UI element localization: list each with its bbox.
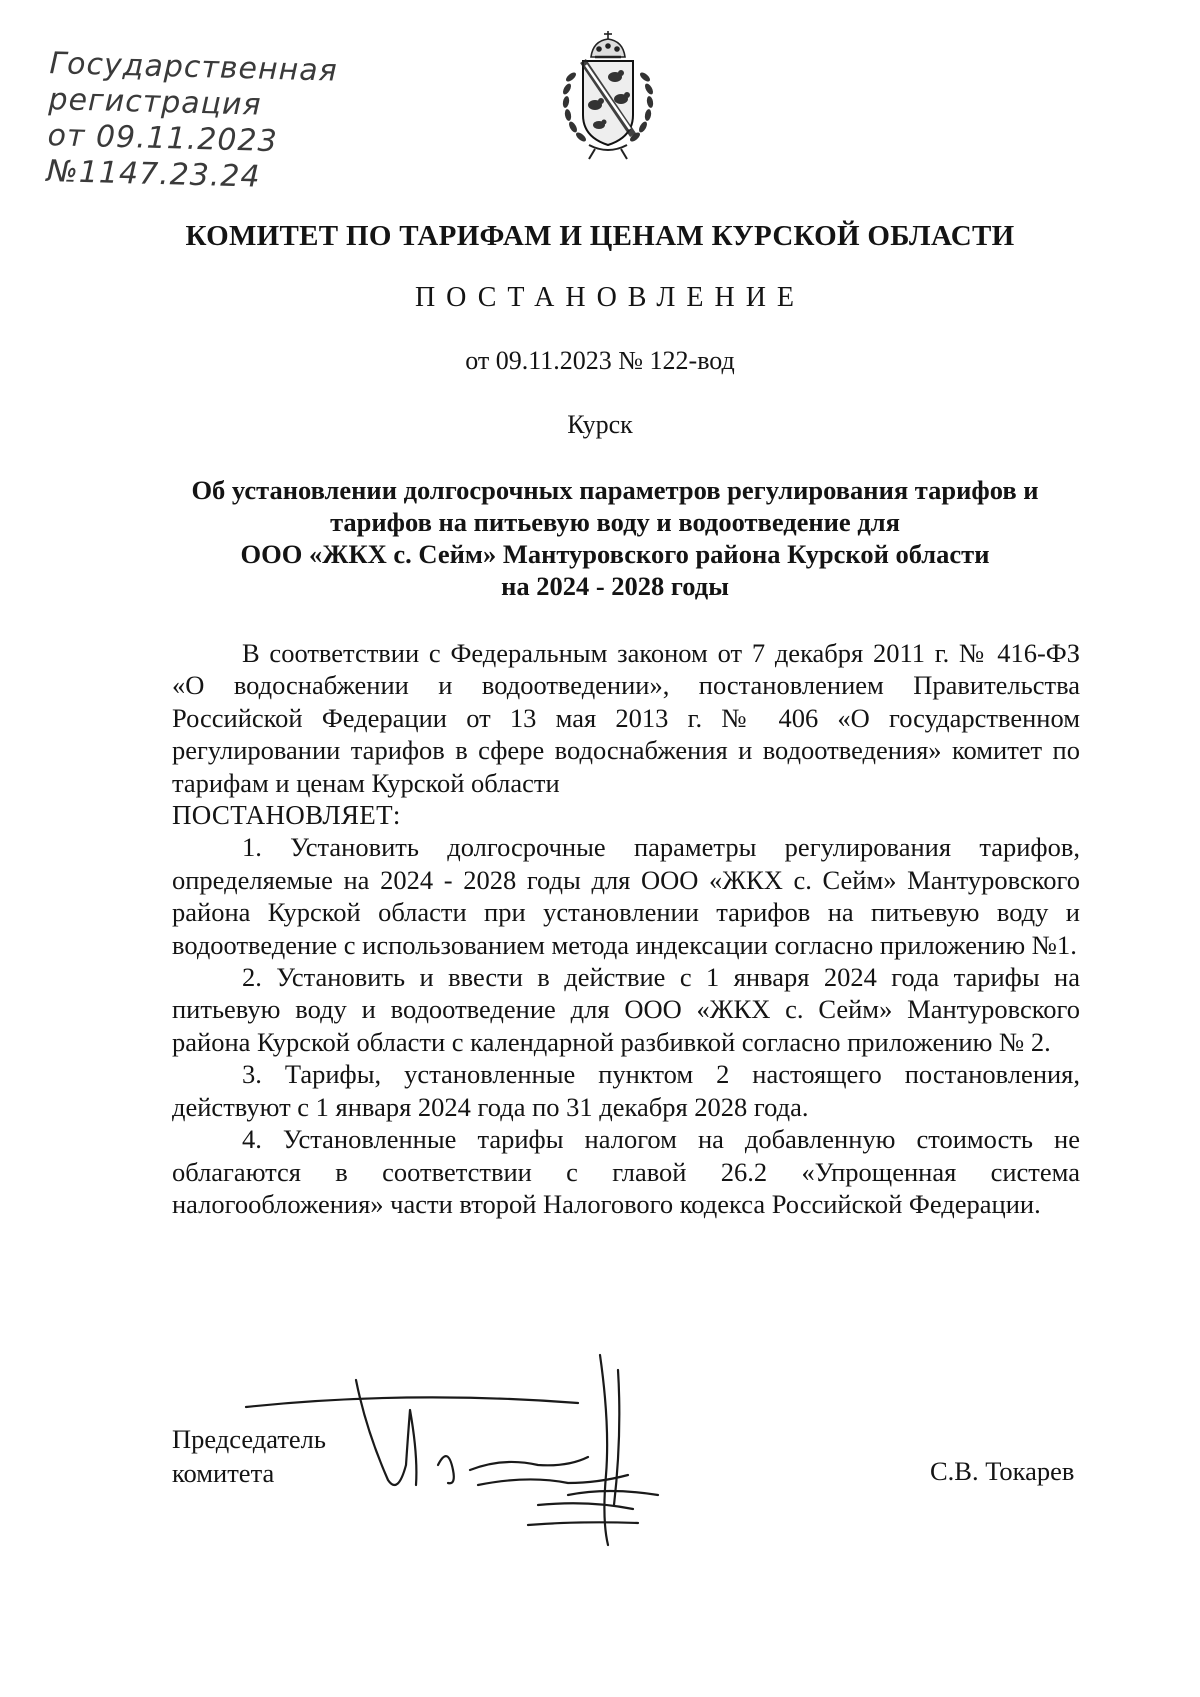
document-number: от 09.11.2023 № 122-вод	[465, 346, 735, 375]
signatory-position-line: комитета	[172, 1458, 275, 1488]
document-type: ПОСТАНОВЛЕНИЕ	[414, 282, 806, 313]
subject-line: Об установлении долгосрочных параметров регулирования тарифов и	[191, 475, 1039, 505]
kursk-coat-of-arms-icon	[553, 27, 663, 162]
preamble-paragraph: В соответствии с Федеральным законом от 7 декабря 2011 г. № 416-ФЗ «О водоснабжении и водоотведении», постановлением Правительства Российской Федерации от 13 мая 2013 г. № 406 «О государственном регулировании тарифов в сфере водоснабжения и водоотведения» комитет по тарифам и ценам Курской области	[172, 638, 1080, 798]
clause-3: 3. Тарифы, установленные пунктом 2 настоящего постановления, действуют с 1 января 2024 года по 31 декабря 2028 года.	[172, 1059, 1080, 1122]
subject-line: тарифов на питьевую воду и водоотведение для	[330, 507, 900, 537]
organization-title: КОМИТЕТ ПО ТАРИФАМ И ЦЕНАМ КУРСКОЙ ОБЛАСТИ	[185, 220, 1015, 252]
subject-line: ООО «ЖКХ с. Сейм» Мантуровского района Курской области	[240, 539, 990, 569]
handnote-line: от 09.11.2023	[47, 118, 279, 160]
handwritten-signature-icon	[238, 1345, 708, 1550]
signatory-position-line: Председатель	[172, 1424, 326, 1454]
clause-4: 4. Установленные тарифы налогом на добавленную стоимость не облагаются в соответствии с главой 26.2 «Упрощенная система налогообложения» части второй Налогового кодекса Российской Федерации.	[172, 1124, 1080, 1219]
document-city: Курск	[567, 410, 633, 439]
clause-1: 1. Установить долгосрочные параметры регулирования тарифов, определяемые на 2024 - 2028 годы для ООО «ЖКХ с. Сейм» Мантуровского района Курской области при установлении тарифов на питьевую воду и водоотведение с использованием метода индексации согласно приложению №1.	[172, 832, 1080, 960]
handnote-line: Государственная	[49, 46, 339, 89]
decree-word: ПОСТАНОВЛЯЕТ:	[172, 800, 401, 831]
signatory-name: С.В. Токарев	[930, 1456, 1075, 1486]
document-body	[172, 637, 1080, 1220]
document-subject	[150, 474, 1080, 602]
handwritten-registration-note	[46, 46, 350, 198]
clause-2: 2. Установить и ввести в действие с 1 января 2024 года тарифы на питьевую воду и водоотведение для ООО «ЖКХ с. Сейм» Мантуровского района Курской области с календарной разбивкой согласно приложению № 2.	[172, 962, 1080, 1057]
handnote-line: регистрация	[48, 82, 263, 123]
subject-line: на 2024 - 2028 годы	[501, 571, 729, 601]
handnote-line: №1147.23.24	[46, 154, 262, 195]
